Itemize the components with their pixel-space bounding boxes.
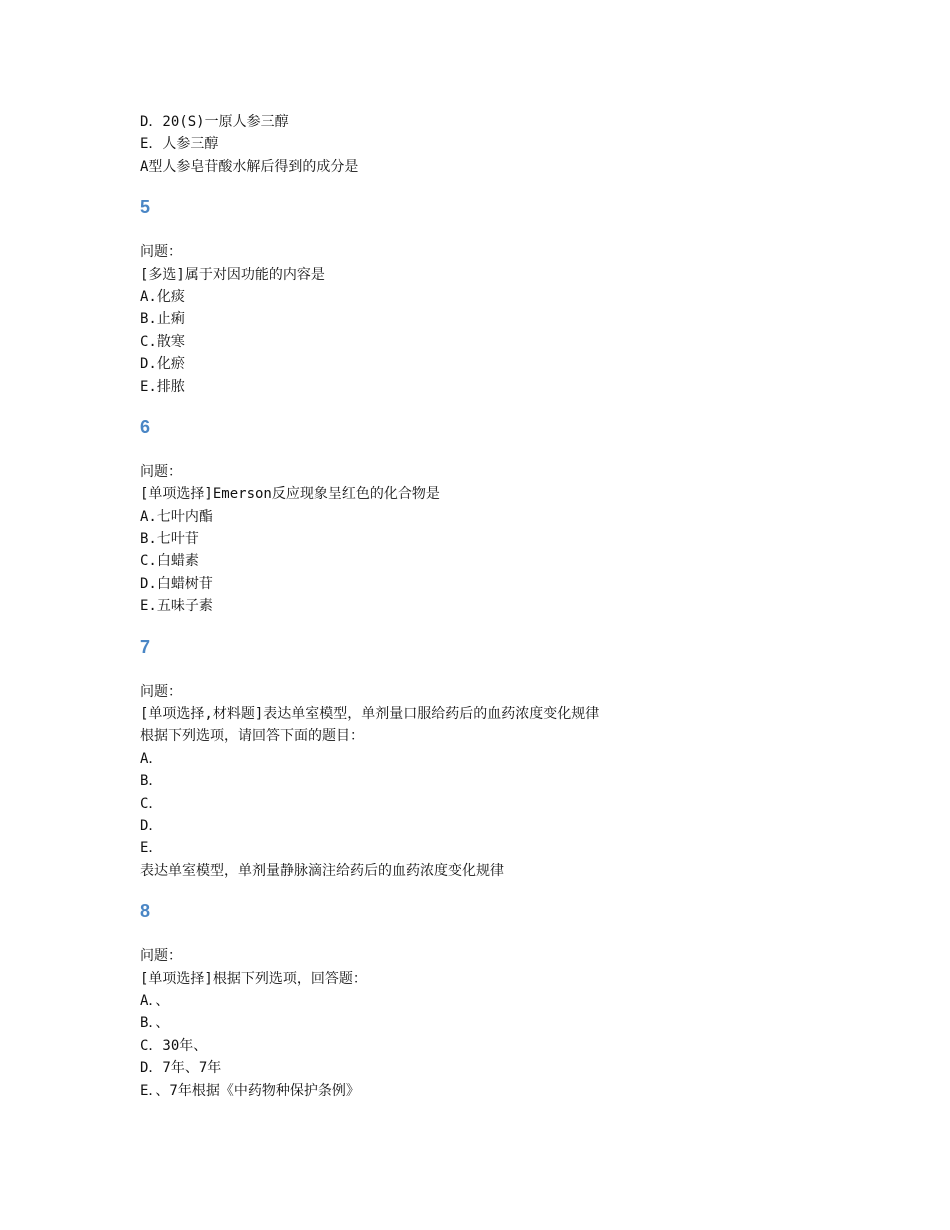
- question-block-6: [140, 398, 840, 618]
- option-c: C.白蜡素: [140, 553, 199, 570]
- question-instruction: 根据下列选项，请回答下面的题目：: [140, 728, 364, 745]
- option-e: E．: [140, 840, 163, 857]
- option-d: D．20(S)一原人参三醇: [140, 114, 289, 130]
- question-block-8: [140, 882, 840, 1102]
- question-label: 问题：: [140, 244, 182, 261]
- option-a: A.化痰: [140, 288, 185, 305]
- option-d: D.白蜡树苷: [140, 575, 213, 592]
- question-text: [单项选择]根据下列选项，回答题：: [140, 970, 367, 987]
- option-e: E.排脓: [140, 378, 185, 395]
- question-label: 问题：: [140, 463, 182, 480]
- question-number: 5: [140, 197, 151, 218]
- question-text: A型人参皂苷酸水解后得到的成分是: [140, 158, 359, 175]
- option-a: A．: [140, 750, 163, 767]
- lead-block: [140, 111, 840, 178]
- document-page: [140, 111, 840, 1102]
- option-a: A．、: [140, 992, 170, 1009]
- sub-question-text: 表达单室模型，单剂量静脉滴注给药后的血药浓度变化规律: [140, 862, 504, 879]
- option-a: A.七叶内酯: [140, 508, 213, 525]
- question-number: 8: [140, 901, 151, 922]
- question-number: 6: [140, 416, 151, 437]
- option-b: B.七叶苷: [140, 531, 199, 548]
- question-block-5: [140, 178, 840, 398]
- option-e: E．人参三醇: [140, 136, 219, 153]
- question-label: 问题：: [140, 683, 182, 700]
- option-d: D．7年、7年: [140, 1060, 222, 1077]
- option-b: B.止痢: [140, 311, 185, 328]
- question-block-7: [140, 618, 840, 883]
- option-c: C．30年、: [140, 1037, 208, 1054]
- question-text: [单项选择,材料题]表达单室模型，单剂量口服给药后的血药浓度变化规律: [140, 706, 600, 723]
- question-text: [单项选择]Emerson反应现象呈红色的化合物是: [140, 486, 440, 503]
- option-c: C.散寒: [140, 333, 185, 350]
- option-b: B．、: [140, 1015, 170, 1032]
- option-e: E．、7年根据《中药物种保护条例》: [140, 1082, 360, 1099]
- option-e: E.五味子素: [140, 598, 213, 615]
- question-number: 7: [140, 636, 151, 657]
- option-d: D.化瘀: [140, 356, 185, 373]
- question-text: [多选]属于对因功能的内容是: [140, 266, 325, 283]
- option-c: C．: [140, 795, 163, 812]
- option-d: D．: [140, 817, 163, 834]
- option-b: B．: [140, 773, 163, 790]
- question-label: 问题：: [140, 948, 182, 965]
